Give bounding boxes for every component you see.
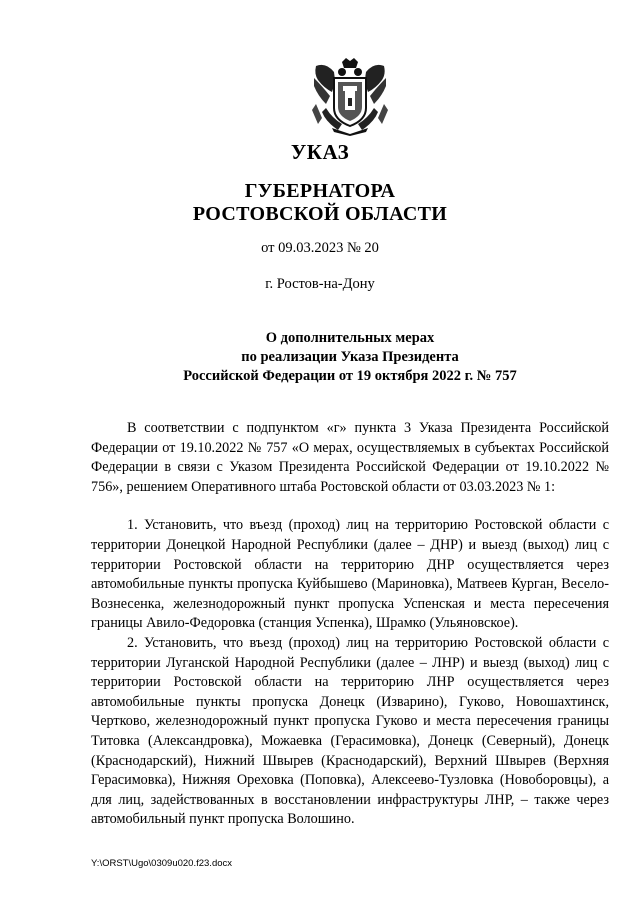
issuer-heading-line2: РОСТОВСКОЙ ОБЛАСТИ: [192, 203, 448, 225]
issuer-heading-line1: ГУБЕРНАТОРА: [244, 180, 396, 202]
document-title-line1: О дополнительных мерах: [265, 330, 435, 346]
preamble-paragraph: В соответствии с подпунктом «г» пункта 3 Указа Президента Российской Федерации от 19.10.2022 № 757 «О мерах, осуществляемых в субъектах Российской Федерации в связи с Указом Президента Российской Федерации от 19.10.2022 № 756», решением Оперативного штаба Ростовской области от 03.03.2023 № 1:: [91, 420, 609, 495]
document-type-heading: УКАЗ: [290, 140, 350, 164]
document-body: [91, 419, 609, 830]
rostov-oblast-coat-of-arms-icon: [312, 58, 388, 136]
document-title: [100, 329, 600, 386]
document-title-line2: по реализации Указа Президента: [241, 349, 459, 365]
file-path-footer: Y:\ORST\Ugo\0309u020.f23.docx: [91, 858, 233, 869]
document-title-line3: Российской Федерации от 19 октября 2022 г. № 757: [183, 368, 517, 384]
document-city: г. Ростов-на-Дону: [265, 276, 375, 292]
item-1-paragraph: 1. Установить, что въезд (проход) лиц на территорию Ростовской области с территории Донецкой Народной Республики (далее – ДНР) и выезд (выход) лиц с территории Ростовской области на территорию ДНР осуществляется через автомобильные пункты пропуска Куйбышево (Мариновка), Матвеев Курган, Весело-Вознесенка, железнодорожный пункт пропуска Успенская и места пересечения границы Авило-Федоровка (станция Успенка), Шрамко (Ульяновское).: [91, 517, 609, 632]
item-2-paragraph: 2. Установить, что въезд (проход) лиц на территорию Ростовской области с территории Луганской Народной Республики (далее – ЛНР) и выезд (выход) лиц с территории Ростовской области на территорию ЛНР осуществляется через автомобильные пункты пропуска Донецк (Изварино), Гуково, Новошахтинск, Чертково, железнодорожный пункт пропуска Гуково и места пересечения границы Титовка (Александровка), Можаевка (Герасимовка), Донецк (Северный), Донецк (Краснодарский), Нижний Швырев (Краснодарский), Верхний Швырев (Верхняя Герасимовка), Нижняя Ореховка (Поповка), Алексеево-Тузловка (Новоборовцы), а для лиц, задействованных в восстановлении инфраструктуры ЛНР, – также через автомобильный пункт пропуска Волошино.: [91, 634, 609, 828]
document-date-number: от 09.03.2023 № 20: [261, 240, 379, 256]
